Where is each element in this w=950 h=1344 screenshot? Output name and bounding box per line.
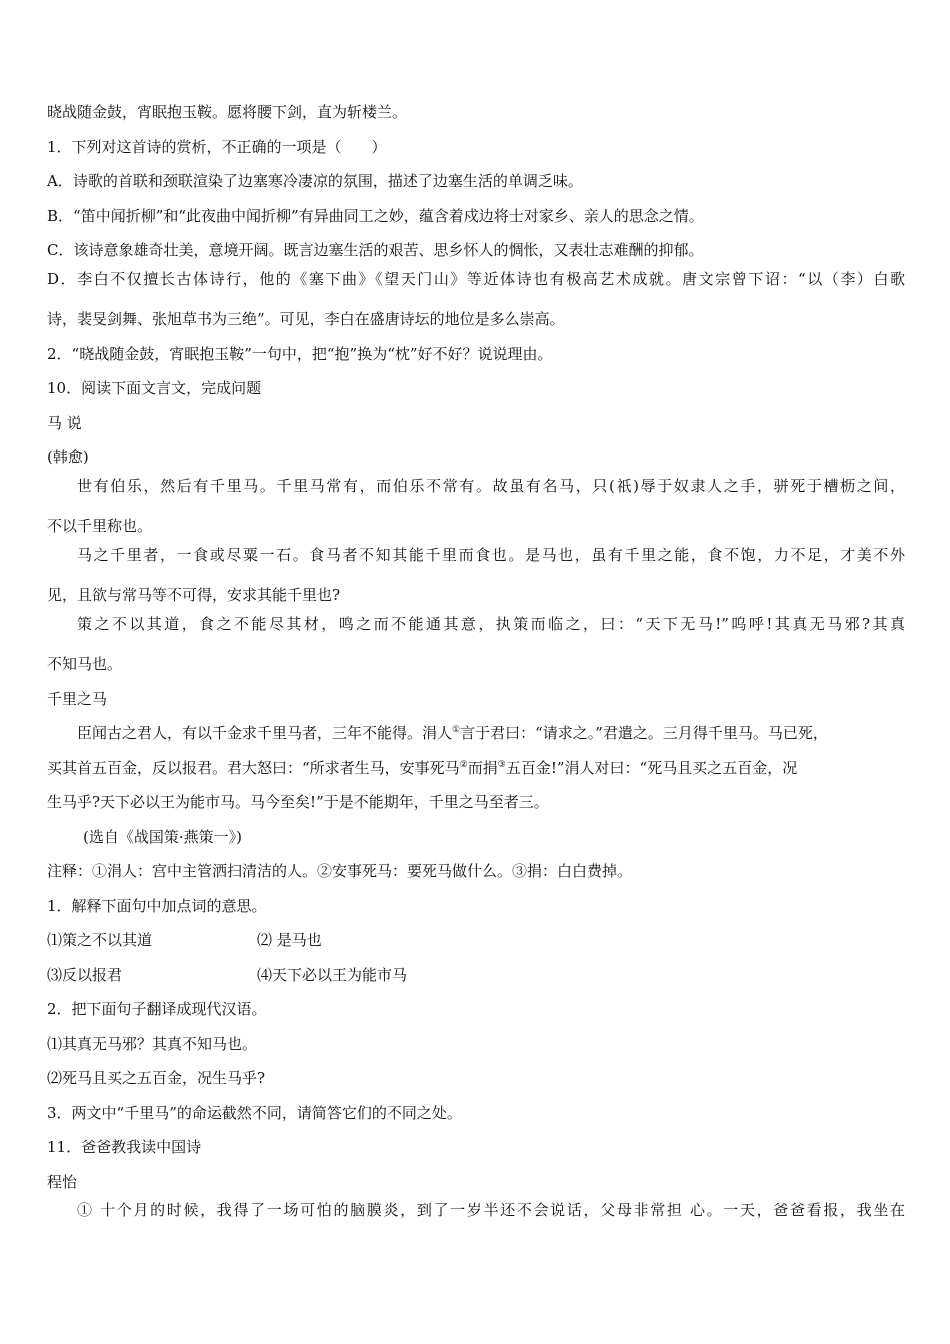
qianli-line2 — [47, 751, 905, 786]
title-mashuo: 马 说 — [47, 413, 82, 432]
mashuo-p2-line1: 马之千里者，一食或尽粟一石。食马者不知其能千里而食也。是马也，虽有千里之能，食不饱，力不足，才美不外 — [77, 545, 905, 564]
question-10: 10．阅读下面文言文，完成问题 — [47, 379, 262, 397]
mashuo-p1-line1: 世有伯乐，然后有千里马。千里马常有，而伯乐不常有。故虽有名马，只(祇)辱于奴隶人之手，骈死于槽枥之间， — [77, 476, 905, 495]
option-d-line2: 诗，裴旻剑舞、张旭草书为三绝”。可见，李白在盛唐诗坛的地位是多么崇高。 — [47, 310, 565, 328]
footnote-ref-3: ③ — [497, 759, 506, 770]
mashuo-p1-line2: 不以千里称也。 — [47, 517, 153, 535]
author-mashuo: (韩愈) — [47, 448, 89, 466]
mashuo-p3-line2: 不知马也。 — [47, 655, 123, 673]
q11-p1-line1: ① 十个月的时候，我得了一场可怕的脑膜炎，到了一岁半还不会说话，父母非常担 心。一天，爸爸看报，我坐在 — [77, 1201, 905, 1219]
item: ⑴策之不以其道 — [47, 931, 153, 949]
subquestion-1-row1 — [47, 923, 905, 958]
item: ⑵ 是马也 — [257, 931, 322, 949]
text: 言于君曰：“请求之。”君遣之。三月得千里马。马已死， — [460, 724, 828, 742]
footnote-ref-1: ① — [452, 725, 461, 735]
subquestion-1-row2 — [47, 958, 905, 993]
author-11: 程怡 — [47, 1172, 78, 1191]
document-page — [47, 95, 905, 1234]
source: (选自《战国策·燕策一》) — [83, 827, 242, 846]
subquestion-1: 1．解释下面句中加点词的意思。 — [47, 896, 267, 915]
subquestion-3: 3．两文中“千里马”的命运截然不同，请简答它们的不同之处。 — [47, 1103, 462, 1122]
footnote-ref-2: ② — [459, 759, 468, 770]
question-1: 1．下列对这首诗的赏析，不正确的一项是（ ） — [47, 137, 387, 156]
option-b: B．“笛中闻折柳”和“此夜曲中闻折柳”有异曲同工之妙，蕴含着戍边将士对家乡、亲人的思念之情。 — [47, 206, 704, 225]
poem-last-lines: 晓战随金鼓，宵眠抱玉鞍。愿将腰下剑，直为斩楼兰。 — [47, 103, 408, 121]
text: 臣闻古之君人，有以千金求千里马者，三年不能得。涓人 — [77, 724, 453, 742]
item: ⑷天下必以王为能市马 — [257, 965, 408, 984]
qianli-line1 — [47, 716, 905, 751]
option-a: A．诗歌的首联和颈联渲染了边塞寒冷凄凉的氛围，描述了边塞生活的单调乏味。 — [47, 172, 583, 190]
mashuo-p3-line1: 策之不以其道，食之不能尽其材，鸣之而不能通其意，执策而临之，曰：“天下无马!”呜呼!其真无马邪?其真 — [77, 614, 905, 633]
text: 五百金!”涓人对曰：“死马且买之五百金，况 — [505, 758, 798, 777]
mashuo-p2-line2: 见，且欲与常马等不可得，安求其能千里也? — [47, 586, 341, 604]
text: 买其首五百金，反以报君。君大怒曰：“所求者生马，安事死马 — [47, 758, 460, 777]
text: 而捐 — [467, 758, 498, 777]
question-11: 11．爸爸教我读中国诗 — [47, 1138, 202, 1156]
option-d-line1: D．李白不仅擅长古体诗行，他的《塞下曲》《望天门山》等近体诗也有极高艺术成就。唐文宗曾下诏：“以（李）白歌 — [47, 269, 905, 288]
title-qianli: 千里之马 — [47, 689, 108, 708]
subquestion-2-item1: ⑴其真无马邪？其真不知马也。 — [47, 1034, 258, 1053]
question-2: 2．“晓战随金鼓，宵眠抱玉鞍”一句中，把“抱”换为“枕”好不好？说说理由。 — [47, 344, 553, 363]
subquestion-2-item2: ⑵死马且买之五百金，况生马乎? — [47, 1069, 266, 1087]
subquestion-2: 2．把下面句子翻译成现代汉语。 — [47, 1000, 267, 1018]
option-c: C．该诗意象雄奇壮美，意境开阔。既言边塞生活的艰苦、思乡怀人的惆怅，又表壮志难酬的抑郁。 — [47, 241, 704, 259]
notes: 注释：①涓人：宫中主管洒扫清洁的人。②安事死马：要死马做什么。③捐：白白费掉。 — [47, 862, 633, 880]
item: ⑶反以报君 — [47, 965, 123, 984]
qianli-line3: 生马乎?天下必以王为能市马。马今至矣!”于是不能期年，千里之马至者三。 — [47, 793, 549, 811]
